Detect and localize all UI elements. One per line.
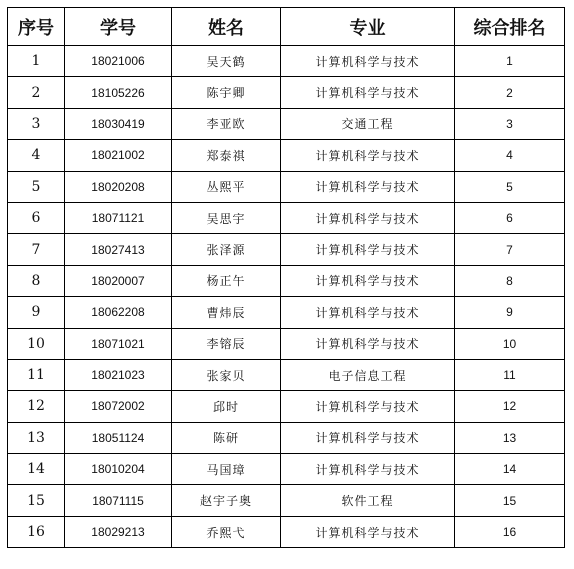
header-rank: 综合排名 [455, 8, 565, 46]
table-row [8, 516, 565, 547]
table-row [8, 359, 565, 390]
cell-rank: 15 [455, 485, 565, 516]
cell-major: 计算机科学与技术 [281, 328, 455, 359]
cell-name: 郑泰祺 [172, 140, 281, 171]
cell-major: 计算机科学与技术 [281, 77, 455, 108]
cell-name: 陈宇卿 [172, 77, 281, 108]
cell-rank: 5 [455, 171, 565, 202]
cell-seq: 11 [8, 359, 65, 390]
cell-seq: 6 [8, 202, 65, 233]
cell-rank: 14 [455, 454, 565, 485]
cell-major: 计算机科学与技术 [281, 265, 455, 296]
cell-name: 张泽源 [172, 234, 281, 265]
table-row [8, 140, 565, 171]
table-row [8, 46, 565, 77]
cell-seq: 16 [8, 516, 65, 547]
cell-major: 计算机科学与技术 [281, 202, 455, 233]
cell-name: 丛熙平 [172, 171, 281, 202]
cell-seq: 13 [8, 422, 65, 453]
cell-seq: 15 [8, 485, 65, 516]
cell-student-id: 18030419 [65, 108, 172, 139]
cell-student-id: 18071121 [65, 202, 172, 233]
table-row [8, 454, 565, 485]
cell-rank: 6 [455, 202, 565, 233]
cell-student-id: 18051124 [65, 422, 172, 453]
cell-name: 吴思宇 [172, 202, 281, 233]
cell-student-id: 18021023 [65, 359, 172, 390]
cell-seq: 12 [8, 391, 65, 422]
cell-rank: 1 [455, 46, 565, 77]
cell-seq: 3 [8, 108, 65, 139]
table-row [8, 108, 565, 139]
table-row [8, 265, 565, 296]
cell-student-id: 18072002 [65, 391, 172, 422]
cell-name: 陈研 [172, 422, 281, 453]
table-row [8, 328, 565, 359]
cell-major: 交通工程 [281, 108, 455, 139]
cell-rank: 7 [455, 234, 565, 265]
cell-seq: 7 [8, 234, 65, 265]
cell-rank: 2 [455, 77, 565, 108]
cell-major: 计算机科学与技术 [281, 46, 455, 77]
cell-name: 赵宇子奥 [172, 485, 281, 516]
table-row [8, 422, 565, 453]
cell-major: 计算机科学与技术 [281, 140, 455, 171]
cell-seq: 9 [8, 297, 65, 328]
cell-seq: 14 [8, 454, 65, 485]
cell-name: 邱时 [172, 391, 281, 422]
cell-rank: 9 [455, 297, 565, 328]
cell-rank: 12 [455, 391, 565, 422]
table-row [8, 297, 565, 328]
cell-rank: 8 [455, 265, 565, 296]
header-student-id: 学号 [65, 8, 172, 46]
cell-seq: 8 [8, 265, 65, 296]
table-body [8, 46, 565, 548]
cell-name: 李亚欧 [172, 108, 281, 139]
table-row [8, 485, 565, 516]
cell-major: 计算机科学与技术 [281, 454, 455, 485]
ranking-table [7, 7, 565, 548]
cell-student-id: 18021006 [65, 46, 172, 77]
cell-major: 计算机科学与技术 [281, 391, 455, 422]
cell-student-id: 18020007 [65, 265, 172, 296]
cell-rank: 13 [455, 422, 565, 453]
cell-major: 计算机科学与技术 [281, 297, 455, 328]
cell-student-id: 18071021 [65, 328, 172, 359]
cell-name: 乔熙弋 [172, 516, 281, 547]
cell-student-id: 18062208 [65, 297, 172, 328]
cell-seq: 5 [8, 171, 65, 202]
cell-seq: 4 [8, 140, 65, 171]
cell-seq: 2 [8, 77, 65, 108]
cell-major: 电子信息工程 [281, 359, 455, 390]
cell-name: 李镕辰 [172, 328, 281, 359]
cell-student-id: 18020208 [65, 171, 172, 202]
cell-student-id: 18071115 [65, 485, 172, 516]
cell-rank: 11 [455, 359, 565, 390]
header-seq: 序号 [8, 8, 65, 46]
cell-rank: 10 [455, 328, 565, 359]
cell-name: 吴天鹤 [172, 46, 281, 77]
cell-name: 马国璋 [172, 454, 281, 485]
table-row [8, 391, 565, 422]
table-row [8, 202, 565, 233]
ranking-table-container [7, 7, 565, 548]
cell-major: 软件工程 [281, 485, 455, 516]
cell-seq: 1 [8, 46, 65, 77]
table-row [8, 171, 565, 202]
cell-name: 张家贝 [172, 359, 281, 390]
cell-rank: 4 [455, 140, 565, 171]
cell-student-id: 18010204 [65, 454, 172, 485]
table-row [8, 77, 565, 108]
cell-major: 计算机科学与技术 [281, 171, 455, 202]
cell-student-id: 18021002 [65, 140, 172, 171]
table-row [8, 234, 565, 265]
cell-major: 计算机科学与技术 [281, 422, 455, 453]
header-name: 姓名 [172, 8, 281, 46]
cell-student-id: 18029213 [65, 516, 172, 547]
cell-student-id: 18105226 [65, 77, 172, 108]
cell-major: 计算机科学与技术 [281, 516, 455, 547]
cell-major: 计算机科学与技术 [281, 234, 455, 265]
cell-rank: 3 [455, 108, 565, 139]
cell-rank: 16 [455, 516, 565, 547]
cell-seq: 10 [8, 328, 65, 359]
cell-student-id: 18027413 [65, 234, 172, 265]
cell-name: 杨正午 [172, 265, 281, 296]
header-major: 专业 [281, 8, 455, 46]
table-header-row [8, 8, 565, 46]
cell-name: 曹炜辰 [172, 297, 281, 328]
